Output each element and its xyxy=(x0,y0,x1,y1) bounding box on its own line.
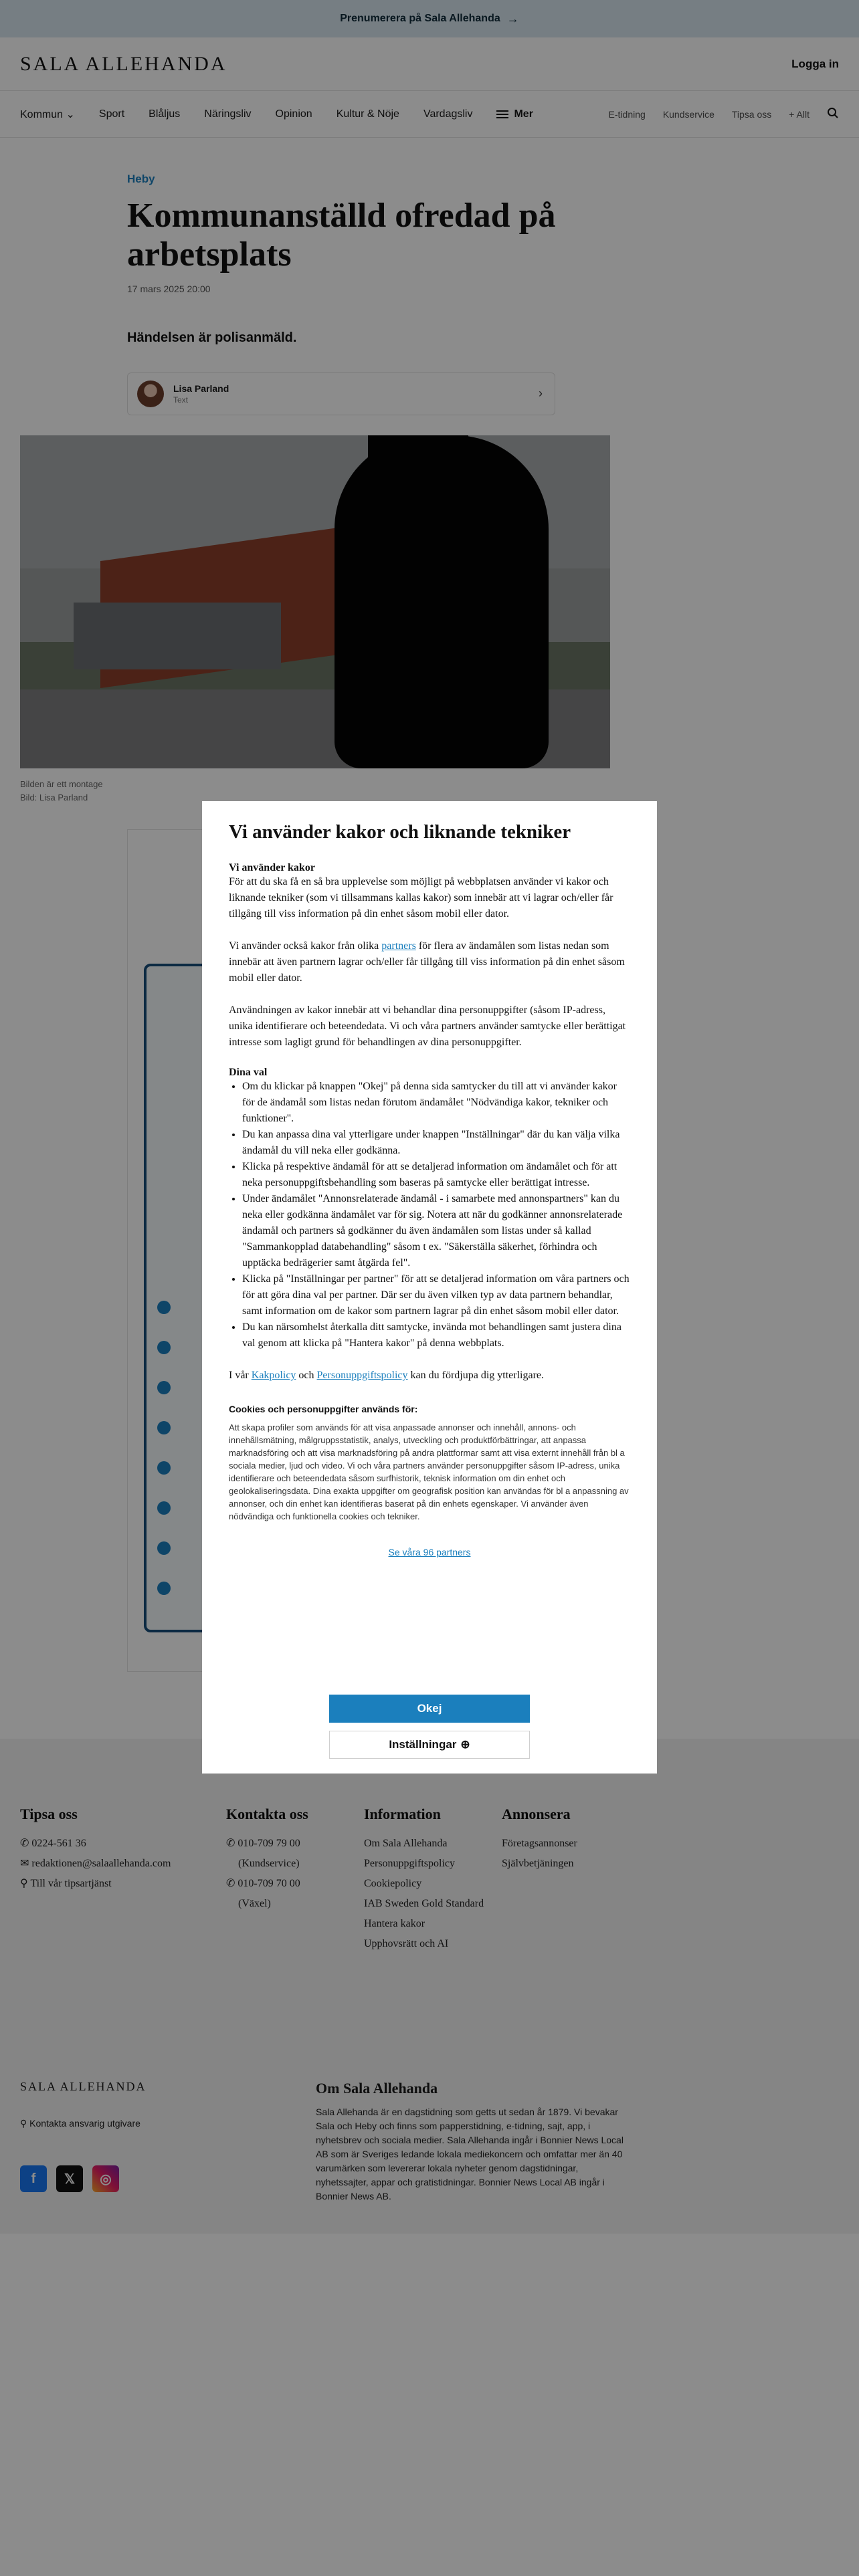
footer-phone[interactable]: ✆ 0224-561 36 xyxy=(20,1838,86,1849)
nav-item-kultur[interactable]: Kultur & Nöje xyxy=(336,108,399,120)
footer-email[interactable]: ✉ redaktionen@salaallehanda.com xyxy=(20,1858,171,1869)
footer-phone-vaxel[interactable]: ✆ 010-709 70 00 xyxy=(226,1878,300,1889)
nav-link-tipsa[interactable]: Tipsa oss xyxy=(731,108,772,120)
footer-link-foretag[interactable]: Företagsannonser xyxy=(502,1838,577,1849)
footer-link-upphovsratt[interactable]: Upphovsrätt och AI xyxy=(364,1938,449,1949)
article-lead: Händelsen är polisanmäld. xyxy=(127,330,297,345)
arrow-right-icon: → xyxy=(506,11,519,25)
nav-item-naringsliv[interactable]: Näringsliv xyxy=(204,108,252,120)
chevron-down-icon: ⌄ xyxy=(66,108,75,120)
site-logo[interactable]: SALA ALLEHANDA xyxy=(20,52,227,75)
cookie-consent-dialog: Vi använder kakor och liknande tekniker Vi använder kakor För att du ska få en så bra upplevelse som möjligt på webbplatsen använder vi kakor och liknande tekniker (som vi tillsammans kallas kakor) som innebär att vi lagrar och/eller får tillgång till viss information på din enhet såsom mobil eller dator. Vi använder också kakor från olika partners för flera av ändamålen som listas nedan som innebär att även partnern lagrar och/eller får tillgång till viss information på din enhet såsom mobil eller dator. Användningen av kakor innebär att vi behandlar dina personuppgifter (såsom IP-adress, unika identifierare och beteendedata. Vi och våra partners använder samtycke eller berättigat intresse som lagligt grund för behandlingen av dina personuppgifter. Dina val • Om du klickar på knappen "Okej" på denna sida samtycker du till att vi använder kakor för de ändamål som listas nedan förutom ändamålet "Nödvändiga kakor, tekniker och funktioner". • Du kan anpassa dina val ytterligare under knappen "Inställningar" där du kan välja vilka ändamål du vill neka eller godkänna. • Klicka på respektive ändamål för att se detaljerad information om ändamålet och för att neka personuppgiftsbehandling som baseras på samtycke eller berättigat intresse. • Under ändamålet "Annonsrelaterade ändamål - i samarbete med annonspartners" kan du neka eller godkänna ändamålet var för sig. Notera att när du godkänner annonsrelaterade ändamål och partners så godkänner du även ändamålen som listas under så kallad "Sammankopplad databehandling" såsom t ex. "Säkerställa säkerhet, förhindra och upptäcka bedrägerier samt åtgärda fel". • Klicka på "Inställningar per partner" för att se detaljerad information om våra partners och för att göra dina val per partner. Där ser du även vilken typ av data partnern behandlar, samt information om de kakor som partnern lagrar på din enhet såsom mobil eller dator. • Du kan närsomhelst återkalla ditt samtycke, invända mot behandlingen samt justera dina val genom att klicka på "Hantera kakor" på denna webbplats. I vår Kakpolicy och Personuppgiftspolicy kan du fördjupa dig ytterligare. Cookies och personuppgifter används för: Att skapa profiler som används för att visa anpassade annonser och innehåll, annons- och innehållsmätning, målgruppsstatistik, analys, utveckling och produktförbättringar, att anpassa marknadsföring och att visa marknadsföring på andra plattformar samt att visa externt innehåll från bl a sociala medier, ljud och video. Vi och våra partners använder personuppgifter såsom IP-adress, unika identifierare och beteendedata såsom surfhistorik, teknisk information om din enhet och geolokaliseringsdata. Dina exakta uppgifter om geografisk position kan användas för bl a anpassning av annonser, och din enhet kan identifieras baserat på din enhets egenskaper. Vi använder även nödvändiga och funktionella cookies och tekniker. Se våra 96 partners Okej Inställningar ⊕ xyxy=(202,801,657,1774)
subscribe-banner-label: Prenumerera på Sala Allehanda xyxy=(340,13,500,24)
cookie-usage-text: Användningen av kakor innebär att vi behandlar dina personuppgifter (såsom IP-adress, unika identifierare och beteendedata. Vi och våra partners använder samtycke eller berättigat intresse som lagligt grund för behandlingen av dina personuppgifter. xyxy=(229,1004,626,1048)
footer-link-hantera[interactable]: Hantera kakor xyxy=(364,1918,425,1929)
footer-phone-kundservice[interactable]: ✆ 010-709 79 00 xyxy=(226,1838,300,1849)
list-item: • Du kan anpassa dina val ytterligare under knappen "Inställningar" där du kan välja vilka ändamål du vill neka eller godkänna. xyxy=(242,1127,630,1159)
settings-icon: ⊕ xyxy=(460,1738,470,1751)
cookie-purposes-text: Att skapa profiler som används för att visa anpassade annonser och innehåll, annons- och innehållsmätning, målgruppsstatistik, analys, utveckling och produktförbättringar, att anpassa marknadsföring och att visa marknadsföring på andra plattformar samt att visa externt innehåll från bl a sociala medier, ljud och video. Vi och våra partners använder personuppgifter såsom IP-adress, unika identifierare och beteendedata såsom surfhistorik, teknisk information om din enhet och geolokaliseringsdata. Dina exakta uppgifter om geografisk position kan användas för bl a anpassning av annonser, och din enhet kan identifieras baserat på din enhets egenskaper. Vi använder även nödvändiga och funktionella cookies och tekniker. xyxy=(229,1422,629,1521)
footer-link-cookie[interactable]: Cookiepolicy xyxy=(364,1878,422,1889)
article-headline: Kommunanställd ofredad på arbetsplats xyxy=(127,197,556,274)
nav-link-allt[interactable]: + Allt xyxy=(789,108,809,120)
see-partners-link[interactable]: Se våra 96 partners xyxy=(388,1547,471,1558)
publish-date: 17 mars 2025 20:00 xyxy=(127,284,211,294)
nav-item-vardagsliv[interactable]: Vardagsliv xyxy=(423,108,473,120)
footer-link-sjalv[interactable]: Självbetjäningen xyxy=(502,1858,574,1869)
footer-tip-link[interactable]: ⚲ Till vår tipsartjänst xyxy=(20,1878,112,1889)
accept-button[interactable]: Okej xyxy=(329,1695,530,1723)
footer-about: Om Sala Allehanda Sala Allehanda är en dagstidning som getts ut sedan år 1879. Vi bevakar Sala och Heby och finns som papperstidning, e-tidning, sajt, app, i nyhetsbrev och sociala medier. Sala Allehanda ingår i Bonnier News Local AB som är Sveriges ledande lokala mediekoncern och omfattar mer än 40 varumärken som levererar lokala nyheter genom dagstidningar, nyhetssajter, appar och gratistidningar. Bonnier News Local AB ingår i Bonnier News AB. xyxy=(316,2080,624,2202)
footer-col-info: Information Om Sala Allehanda Personuppgiftspolicy Cookiepolicy IAB Sweden Gold Standard Hantera kakor Upphovsrätt och AI xyxy=(364,1806,502,1954)
contact-publisher-link[interactable]: ⚲ Kontakta ansvarig utgivare xyxy=(20,2118,140,2129)
list-item: • Klicka på respektive ändamål för att se detaljerad information om ändamålet och för att neka personuppgiftsbehandling som baseras på samtycke eller berättigat intresse. xyxy=(242,1159,630,1191)
footer-link-iab[interactable]: IAB Sweden Gold Standard xyxy=(364,1898,484,1909)
list-item: • Under ändamålet "Annonsrelaterade ändamål - i samarbete med annonspartners" kan du neka eller godkänna ändamålet var för sig. Notera att när du godkänner annonsrelaterade ändamål och partners så godkänner du även ändamålen som listas under så kallad "Sammankopplad databehandling" såsom t ex. "Säkerställa säkerhet, förhindra och upptäcka bedrägerier samt åtgärda fel". xyxy=(242,1191,630,1271)
footer-col-annonsera: Annonsera Företagsannonser Självbetjäningen xyxy=(502,1806,676,1954)
nav-link-kundservice[interactable]: Kundservice xyxy=(662,108,714,120)
settings-button[interactable]: Inställningar ⊕ xyxy=(329,1731,530,1759)
choices-list xyxy=(242,1079,630,1352)
footer-col-kontakt: Kontakta oss ✆ 010-709 79 00 (Kundservice) ✆ 010-709 70 00 (Växel) xyxy=(226,1806,364,1954)
footer-logo[interactable]: SALA ALLEHANDA xyxy=(20,2080,147,2093)
dialog-title: Vi använder kakor och liknande tekniker xyxy=(229,821,571,843)
x-icon[interactable]: 𝕏 xyxy=(56,2165,83,2192)
footer-link-personuppgift[interactable]: Personuppgiftspolicy xyxy=(364,1858,455,1869)
cookie-intro: För att du ska få en så bra upplevelse som möjligt på webbplatsen använder vi kakor och liknande tekniker (som vi tillsammans kallas kakor) som innebär att vi lagrar och/eller får tillgång till viss information på din enhet såsom mobil eller dator. xyxy=(229,876,613,920)
cookie-partners-text: Vi använder också kakor från olika partners för flera av ändamålen som listas nedan som innebär att även partnern lagrar och/eller får tillgång till viss information på din enhet såsom mobil eller dator. xyxy=(229,940,625,984)
nav-item-opinion[interactable]: Opinion xyxy=(275,108,312,120)
list-item: • Du kan närsomhelst återkalla ditt samtycke, invända mot behandlingen samt justera dina val genom att klicka på "Hantera kakor" på denna webbplats. xyxy=(242,1319,630,1352)
policy-text: I vår Kakpolicy och Personuppgiftspolicy kan du fördjupa dig ytterligare. xyxy=(229,1370,545,1381)
nav-link-etidning[interactable]: E-tidning xyxy=(608,108,646,120)
footer-link-om[interactable]: Om Sala Allehanda xyxy=(364,1838,448,1849)
author-name: Lisa Parland xyxy=(173,383,229,394)
privacy-policy-link[interactable]: Personuppgiftspolicy xyxy=(316,1370,408,1381)
author-role: Text xyxy=(173,395,189,405)
footer-col-tipsa: Tipsa oss ✆ 0224-561 36 ✉ redaktionen@salaallehanda.com ⚲ Till vår tipsartjänst xyxy=(20,1806,226,1954)
list-item: • Klicka på "Inställningar per partner" för att se detaljerad information om våra partners och för att göra dina val per partner. Där ser du även vilken typ av data partnern behandlar, samt information om de kakor som partnern lagrar på din enhet såsom mobil eller dator. xyxy=(242,1271,630,1319)
instagram-icon[interactable]: ◎ xyxy=(92,2165,119,2192)
partners-link[interactable]: partners xyxy=(381,940,416,952)
chevron-right-icon: › xyxy=(539,387,543,400)
nav-item-blaljus[interactable]: Blåljus xyxy=(149,108,181,120)
cookie-policy-link[interactable]: Kakpolicy xyxy=(251,1370,296,1381)
nav-item-kommun[interactable]: Kommun ⌄ xyxy=(20,108,75,120)
nav-more-button[interactable]: Mer xyxy=(496,108,533,120)
list-item: • Om du klickar på knappen "Okej" på denna sida samtycker du till att vi använder kakor för de ändamål som listas nedan förutom ändamålet "Nödvändiga kakor, tekniker och funktioner". xyxy=(242,1079,630,1127)
login-button[interactable]: Logga in xyxy=(791,57,839,70)
section-link[interactable]: Heby xyxy=(127,173,155,185)
nav-item-sport[interactable]: Sport xyxy=(98,108,125,120)
facebook-icon[interactable]: f xyxy=(20,2165,47,2192)
image-caption: Bilden är ett montage Bild: Lisa Parland xyxy=(20,779,103,802)
